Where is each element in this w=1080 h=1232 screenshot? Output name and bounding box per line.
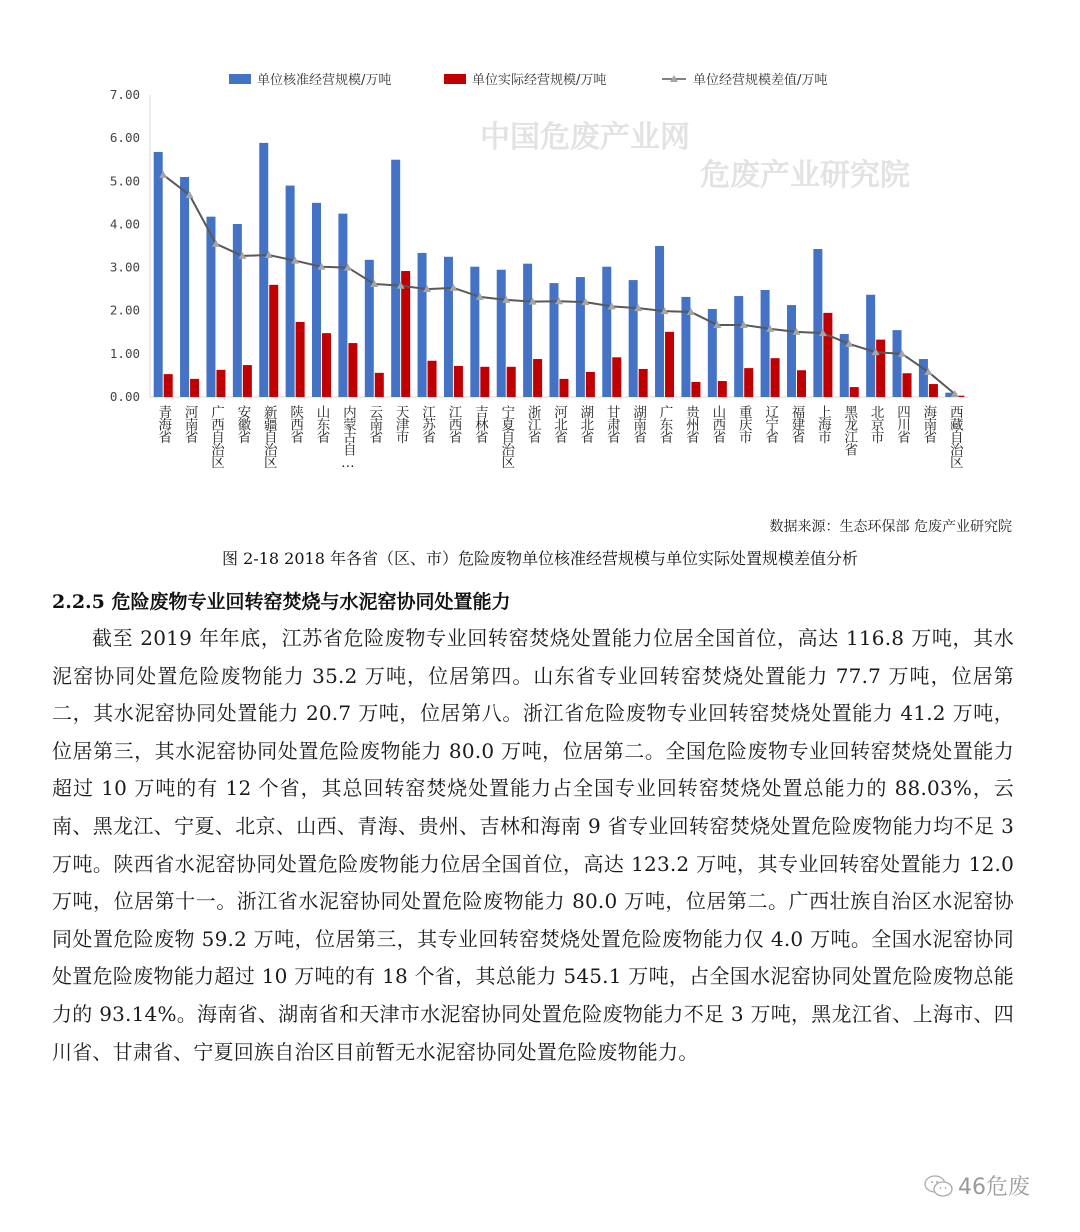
bar-actual-scale xyxy=(401,271,410,397)
bar-approved-scale xyxy=(734,296,743,397)
bar-actual-scale xyxy=(876,340,885,397)
bar-approved-scale xyxy=(338,214,347,397)
y-tick-label: 7.00 xyxy=(109,87,140,102)
bar-actual-scale xyxy=(903,373,912,397)
bar-actual-scale xyxy=(586,372,595,397)
bar-actual-scale xyxy=(533,359,542,397)
x-category-label: 青海省 xyxy=(155,405,172,443)
bar-actual-scale xyxy=(216,370,225,397)
bar-approved-scale xyxy=(444,257,453,397)
x-category-label: 西藏自治区 xyxy=(946,405,963,468)
bar-approved-scale xyxy=(629,280,638,397)
bar-line-chart xyxy=(0,60,1080,520)
x-category-label: 北京市 xyxy=(867,405,884,443)
bar-approved-scale xyxy=(655,246,664,397)
wechat-icon xyxy=(924,1174,954,1198)
x-category-label: 海南省 xyxy=(920,405,937,443)
bar-approved-scale xyxy=(180,177,189,397)
y-tick-label: 6.00 xyxy=(109,130,140,146)
bar-actual-scale xyxy=(243,365,252,397)
figure-caption: 图 2-18 2018 年各省（区、市）危险废物单位核准经营规模与单位实际处置规模差值分析 xyxy=(222,549,858,568)
y-tick-label: 2.00 xyxy=(109,302,140,318)
brand-watermark xyxy=(924,1170,1030,1201)
bar-actual-scale xyxy=(190,379,199,397)
x-category-label: 内蒙古自… xyxy=(339,405,356,470)
y-tick-label: 0.00 xyxy=(109,389,140,404)
x-category-label: 黑龙江省 xyxy=(841,405,858,455)
bar-actual-scale xyxy=(850,387,859,397)
bar-actual-scale xyxy=(348,343,357,397)
x-category-label: 辽宁省 xyxy=(762,405,779,443)
x-category-label: 重庆市 xyxy=(735,405,752,443)
bar-approved-scale xyxy=(893,330,902,397)
bar-actual-scale xyxy=(164,374,173,397)
bar-actual-scale xyxy=(797,370,806,397)
legend-swatch-actual xyxy=(444,74,466,84)
bar-approved-scale xyxy=(866,295,875,397)
bar-approved-scale xyxy=(286,186,295,397)
x-category-label: 新疆自治区 xyxy=(260,405,277,468)
x-category-label: 山西省 xyxy=(709,405,726,443)
body-paragraph: 截至 2019 年年底，江苏省危险废物专业回转窑焚烧处置能力位居全国首位，高达 116.8 万吨，其水泥窑协同处置危险废物能力 35.2 万吨，位居第四。山东省专业回转窑焚烧处置能力 77.7 万吨，位居第二，其水泥窑协同处置能力 20.7 万吨，位居第八。浙江省危险废物专业回转窑焚烧处置能力 41.2 万吨，位居第三，其水泥窑协同处置危险废物能力 80.0 万吨，位居第二。全国危险废物专业回转窑焚烧处置能力超过 10 万吨的有 12 个省，其总回转窑焚烧处置能力占全国专业回转窑焚烧处置总能力的 88.03%，云南、黑龙江、宁夏、北京、山西、青海、贵州、吉林和海南 9 省专业回转窑焚烧处置危险废物能力均不足 3 万吨。陕西省水泥窑协同处置危险废物能力位居全国首位，高达 123.2 万吨，其专业回转窑处置能力 12.0 万吨，位居第十一。浙江省水泥窑协同处置危险废物能力 80.0 万吨，位居第二。广西壮族自治区水泥窑协同处置危险废物 59.2 万吨，位居第三，其专业回转窑焚烧处置危险废物能力仅 4.0 万吨。全国水泥窑协同处置危险废物能力超过 10 万吨的有 18 个省，其总能力 545.1 万吨，占全国水泥窑协同处置危险废物总能力的 93.14%。海南省、湖南省和天津市水泥窑协同处置危险废物能力不足 3 万吨，黑龙江省、上海市、四川省、甘肃省、宁夏回族自治区目前暂无水泥窑协同处置危险废物能力。 xyxy=(52,626,1014,1064)
brand-label: 46危废 xyxy=(958,1175,1030,1200)
bar-approved-scale xyxy=(497,270,506,397)
legend-swatch-approved xyxy=(229,74,251,84)
x-category-label: 浙江省 xyxy=(524,405,541,443)
bar-actual-scale xyxy=(269,285,278,397)
bar-actual-scale xyxy=(454,366,463,397)
bar-approved-scale xyxy=(550,283,559,397)
x-category-label: 陕西省 xyxy=(287,405,304,443)
bar-approved-scale xyxy=(154,152,163,397)
bar-actual-scale xyxy=(691,382,700,397)
bar-approved-scale xyxy=(312,203,321,397)
x-category-label: 天津市 xyxy=(392,405,409,443)
bar-approved-scale xyxy=(919,359,928,397)
legend-label-approved: 单位核准经营规模/万吨 xyxy=(257,73,392,88)
bar-approved-scale xyxy=(813,249,822,397)
legend-label-difference: 单位经营规模差值/万吨 xyxy=(693,73,828,88)
y-tick-label: 5.00 xyxy=(109,173,140,189)
x-category-label: 江苏省 xyxy=(419,405,436,443)
bar-approved-scale xyxy=(602,267,611,397)
bar-actual-scale xyxy=(480,367,489,397)
x-category-label: 江西省 xyxy=(445,405,462,443)
y-tick-label: 4.00 xyxy=(109,216,140,232)
y-tick-label: 3.00 xyxy=(109,259,140,275)
bar-actual-scale xyxy=(771,358,780,397)
bar-actual-scale xyxy=(639,369,648,397)
bar-actual-scale xyxy=(428,361,437,397)
data-source-note: 数据来源：生态环保部 危废产业研究院 xyxy=(769,519,1012,535)
bar-approved-scale xyxy=(233,224,242,397)
x-category-label: 吉林省 xyxy=(471,405,488,443)
bar-actual-scale xyxy=(612,357,621,397)
x-category-label: 贵州省 xyxy=(682,405,699,443)
bar-approved-scale xyxy=(470,267,479,397)
bar-actual-scale xyxy=(929,384,938,397)
bar-actual-scale xyxy=(507,367,516,397)
x-category-label: 安徽省 xyxy=(234,405,251,443)
bar-approved-scale xyxy=(523,264,532,397)
line-scale-difference xyxy=(163,175,955,394)
bar-actual-scale xyxy=(823,313,832,397)
y-tick-label: 1.00 xyxy=(109,345,140,361)
legend-label-actual: 单位实际经营规模/万吨 xyxy=(472,73,607,88)
x-category-label: 广西自治区 xyxy=(207,405,224,468)
x-category-label: 河北省 xyxy=(551,405,567,443)
bar-approved-scale xyxy=(391,160,400,397)
bar-actual-scale xyxy=(744,368,753,397)
bar-actual-scale xyxy=(560,379,569,397)
x-category-label: 湖南省 xyxy=(630,405,647,443)
watermark-2: 危废产业研究院 xyxy=(700,158,910,193)
x-category-label: 四川省 xyxy=(894,405,911,443)
bar-actual-scale xyxy=(665,332,674,397)
bar-approved-scale xyxy=(576,277,585,397)
bar-approved-scale xyxy=(761,290,770,397)
bar-actual-scale xyxy=(322,333,331,397)
bar-actual-scale xyxy=(718,381,727,397)
x-category-label: 广东省 xyxy=(656,405,673,443)
watermark-1: 中国危废产业网 xyxy=(480,120,690,155)
x-category-label: 山东省 xyxy=(313,405,330,443)
bar-approved-scale xyxy=(418,253,427,397)
bar-approved-scale xyxy=(787,305,796,397)
section-heading: 2.2.5 危险废物专业回转窑焚烧与水泥窑协同处置能力 xyxy=(52,591,511,613)
bar-actual-scale xyxy=(296,322,305,397)
x-category-label: 云南省 xyxy=(366,405,383,443)
x-category-label: 福建省 xyxy=(788,405,805,443)
x-category-label: 湖北省 xyxy=(577,405,594,443)
x-category-label: 上海市 xyxy=(814,405,831,443)
bar-approved-scale xyxy=(259,143,268,397)
bar-actual-scale xyxy=(375,373,384,397)
x-category-label: 河南省 xyxy=(181,405,198,443)
x-category-label: 宁夏自治区 xyxy=(498,405,515,468)
x-category-label: 甘肃省 xyxy=(603,405,620,443)
